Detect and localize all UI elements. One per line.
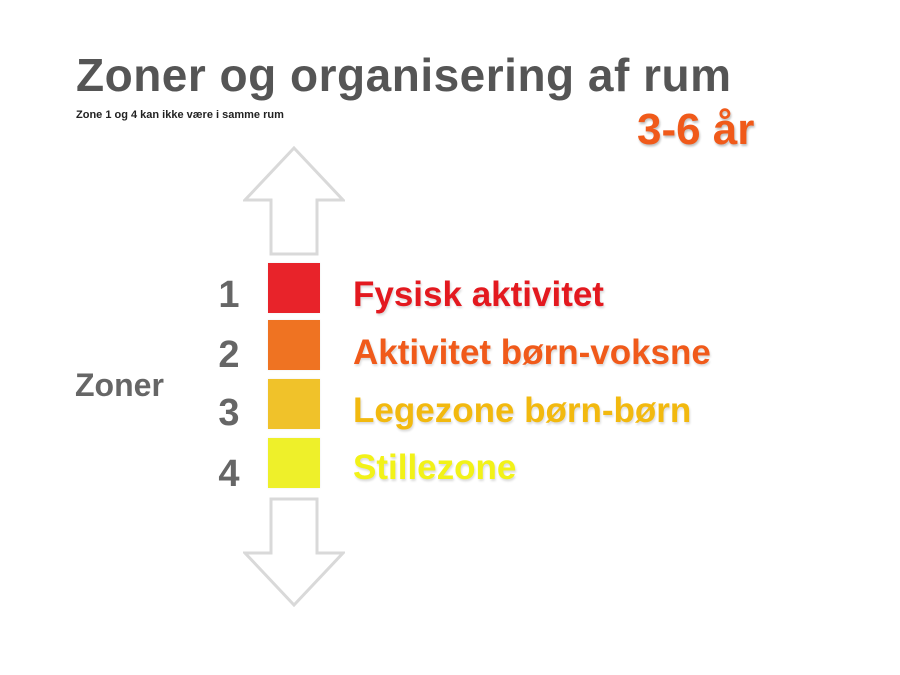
arrow-up-icon [243, 146, 345, 256]
zones-axis-label: Zoner [75, 367, 164, 403]
zone-label-2: Aktivitet børn-voksne [353, 333, 711, 372]
page-subtitle: Zone 1 og 4 kan ikke være i samme rum [76, 109, 284, 121]
zone-label-1: Fysisk aktivitet [353, 275, 604, 314]
zone-color-box-1 [268, 263, 320, 313]
zone-number-2: 2 [218, 334, 240, 376]
zone-label-3: Legezone børn-børn [353, 391, 692, 430]
age-range-label: 3-6 år [637, 105, 755, 154]
zone-color-box-4 [268, 438, 320, 488]
zone-color-box-3 [268, 379, 320, 429]
zone-number-3: 3 [218, 392, 240, 434]
zone-number-4: 4 [218, 453, 240, 495]
arrow-down-icon [243, 497, 345, 607]
zone-color-box-2 [268, 320, 320, 370]
zone-number-1: 1 [218, 274, 240, 316]
zone-label-4: Stillezone [353, 448, 517, 487]
page-title: Zoner og organisering af rum [76, 49, 732, 101]
